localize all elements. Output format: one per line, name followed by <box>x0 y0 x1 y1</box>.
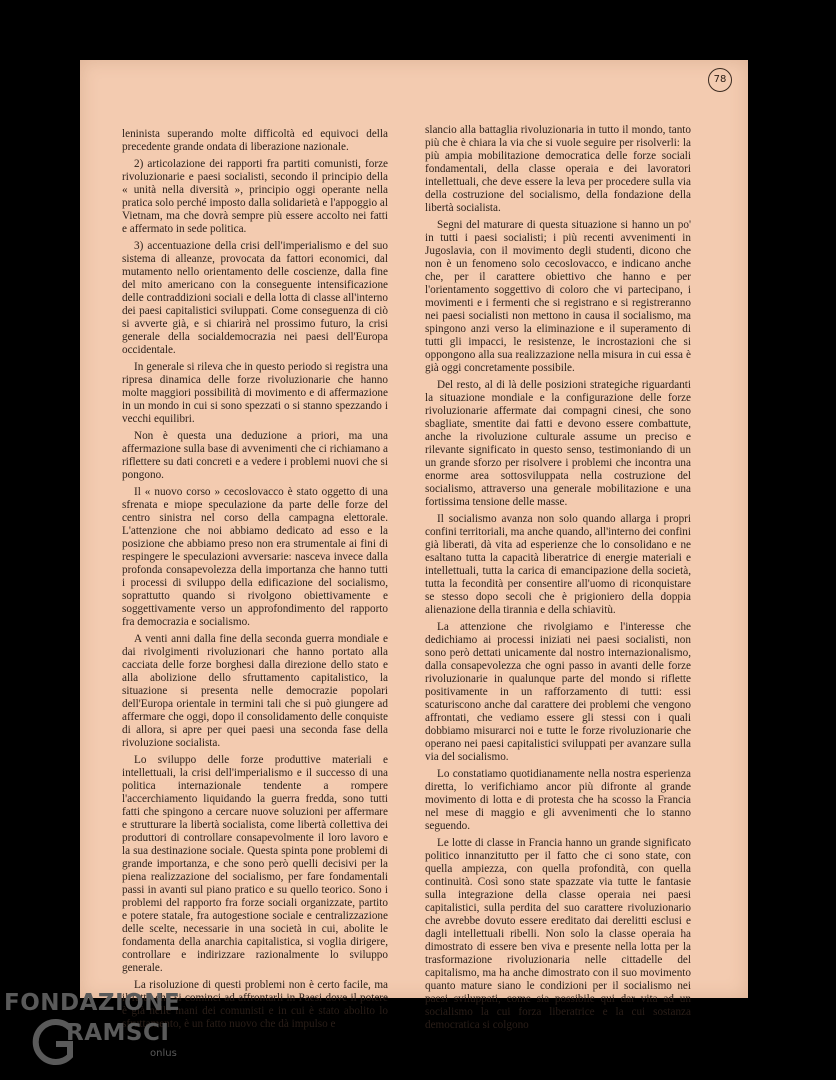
paragraph: A venti anni dalla fine della seconda guerra mondiale e dai rivolgimenti rivoluzionari che hanno portato alla cacciata delle forze borghesi dalla direzione dello stato e alla abolizione dello sfruttamento capitalistico, la situazione si presenta nelle democrazie popolari dell'Europa orientale in termini tali che si può giungere ad affermare che oggi, dopo il consolidamento delle conquiste di allora, si apre per quei paesi una seconda fase della rivoluzione socialista. <box>122 633 388 749</box>
paragraph: La risoluzione di questi problemi non è certo facile, ma il fatto che si cominci ad affrontarli in Paesi dove il potere è già nelle mani dei comunisti e in cui è stato abolito lo sfruttamento, è un fatto nuovo che dà impulso e <box>122 979 388 1030</box>
paragraph: 2) articolazione dei rapporti fra partiti comunisti, forze rivoluzionarie e paesi socialisti, secondo il principio della « unità nella diversità », principio oggi operante nella pratica solo perché imposto dalla solidarietà e l'appoggio al Vietnam, ma che dovrà sempre più essere accolto nei fatti e affermato in sede politica. <box>122 158 388 235</box>
paragraph: Segni del maturare di questa situazione si hanno un po' in tutti i paesi socialisti; i più recenti avvenimenti in Jugoslavia, con il movimento degli studenti, dicono che non è un fenomeno solo cecoslovacco, e indicano anche che, per il carattere obiettivo che hanno e per l'orientamento soggettivo di coloro che vi partecipano, i movimenti e i fermenti che si registrano e si registreranno nei paesi socialisti non mettono in causa il socialismo, ma spingono anzi verso la eliminazione e il superamento di tutti gli impacci, le resistenze, le incrostazioni che si oppongono alla sua realizzazione nella misura in cui essa è già oggi concretamente possibile. <box>425 219 691 374</box>
paragraph: Lo sviluppo delle forze produttive materiali e intellettuali, la crisi dell'imperialismo e il successo di una politica internazionale tendente a rompere l'accerchiamento liquidando la guerra fredda, sono tutti fatti che spingono a cercare nuove soluzioni per affermare e strutturare la libertà socialista, come libertà collettiva dei produttori di controllare consapevolmente il loro lavoro e la sua destinazione sociale. Questa spinta pone problemi di grande importanza, e che sono però quelli decisivi per la piena realizzazione del socialismo, per fare fondamentali passi in avanti sul piano pratico e su quello teorico. Sono i problemi del rapporto fra forze sociali organizzate, partito e potere statale, fra autogestione sociale e centralizzazione delle scelte, necessarie in una società in cui, abolite le fondamenta della anarchia capitalistica, si voglia dirigere, controllare e indirizzare razionalmente lo sviluppo generale. <box>122 754 388 974</box>
fondazione-gramsci-logo <box>4 990 224 1074</box>
left-column <box>122 128 388 1035</box>
paragraph: La attenzione che rivolgiamo e l'interesse che dedichiamo ai processi iniziati nei paesi socialisti, non sono però dettati unicamente dal nostro internazionalismo, dalla consapevolezza che ogni passo in avanti delle forze rivoluzionarie in qualunque parte del mondo si riflette positivamente in un rafforzamento di tutti: essi scaturiscono anche dal carattere dei problemi che vengono affrontati, che vediamo essere gli stessi con i quali dobbiamo misurarci noi e tutte le forze rivoluzionarie che operano nei paesi capitalistici sviluppati per avanzare sulla via del socialismo. <box>425 621 691 763</box>
logo-line-1: FONDAZIONE <box>4 990 181 1016</box>
paragraph: Le lotte di classe in Francia hanno un grande significato politico innanzitutto per il fatto che ci sono state, con quella ampiezza, con quella profondità, con quella continuità. Così sono state spazzate via tutte le fantasie sulla integrazione della classe operaia nei paesi capitalistici, sulla perdita del suo carattere rivoluzionario che avrebbe dovuto essere ereditato dai derelitti esclusi e dagli intellettuali ribelli. Non solo la classe operaia ha dimostrato di essere ben viva e presente nella lotta per la trasformazione rivoluzionaria nelle cittadelle del capitalismo, ma ha anche dimostrato con il suo movimento quanto mature siano le condizioni per il socialismo nei paesi sviluppati, come sia possibile qui dar vita ad un socialismo la cui forza liberatrice e la cui sostanza democratica si colgono <box>425 837 691 1031</box>
paragraph: Del resto, al di là delle posizioni strategiche riguardanti la situazione mondiale e la configurazione delle forze rivoluzionarie affermate dai compagni cinesi, che sono sbagliate, smentite dai fatti e devono essere combattute, anche la rivoluzione culturale assume un preciso e rilevante significato in questo senso, testimoniando di un un grande sforzo per risolvere i problemi che incontra una enorme area sottosviluppata nella costruzione del socialismo, attraverso una generale mobilitazione e una fortissima tensione delle masse. <box>425 379 691 508</box>
paragraph: In generale si rileva che in questo periodo si registra una ripresa dinamica delle forze rivoluzionarie che hanno molte maggiori possibilità di movimento e di affermazione in un mondo in cui si sono spezzati o si stanno spezzando i vecchi equilibri. <box>122 361 388 425</box>
paragraph: 3) accentuazione della crisi dell'imperialismo e del suo sistema di alleanze, provocata da fattori economici, dal mutamento nello orientamento delle coscienze, dalla fine del mito americano con la conseguente intensificazione delle contraddizioni sociali e della lotta di classe all'interno dei paesi capitalistici sviluppati. Come conseguenza di ciò si avverte già, e si chiarirà nel prossimo futuro, la crisi generale della socialdemocrazia nei paesi dell'Europa occidentale. <box>122 240 388 356</box>
document-page <box>80 60 748 1031</box>
paragraph: Il socialismo avanza non solo quando allarga i propri confini territoriali, ma anche quando, all'interno dei confini già liberati, dà vita ad esperienze che lo consolidano e ne esaltano tutta la capacità liberatrice di energie materiali e intellettuali, tutta la carica di emancipazione della società, tutta la fecondità per consentire all'uomo di riconquistare se stesso dopo secoli che è prigioniero della doppia alienazione della tirannia e della schiavitù. <box>425 513 691 616</box>
paragraph: leninista superando molte difficoltà ed equivoci della precedente grande ondata di liberazione nazionale. <box>122 128 388 153</box>
logo-line-3: onlus <box>150 1048 177 1059</box>
page-number: 78 <box>708 68 732 92</box>
paragraph: Non è questa una deduzione a priori, ma una affermazione sulla base di avvenimenti che ci richiamano a riflettere su dati concreti e a vedere i problemi nuovi che si pongono. <box>122 430 388 481</box>
right-column <box>425 124 691 1036</box>
paragraph: Il « nuovo corso » cecoslovacco è stato oggetto di una sfrenata e miope speculazione da parte delle forze del centro sinistra nel corso della campagna elettorale. L'attenzione che noi abbiamo dedicato ad esso e la posizione che abbiamo preso non era strumentale ai fini di respingere le speculazioni avversarie: nasceva invece dalla profonda consapevolezza della importanza che hanno tutti i processi di sviluppo della edificazione del socialismo, soprattutto quando si rivolgono obiettivamente e soggettivamente verso un approfondimento del rapporto fra democrazia e socialismo. <box>122 486 388 628</box>
paragraph: Lo constatiamo quotidianamente nella nostra esperienza diretta, lo verifichiamo ancor più difronte al grande movimento di lotta e di protesta che ha scosso la Francia nel mese di maggio e gli avvenimenti che lo stanno seguendo. <box>425 768 691 832</box>
logo-line-2: RAMSCI <box>66 1020 170 1046</box>
paragraph: slancio alla battaglia rivoluzionaria in tutto il mondo, tanto più che è chiara la via che si vuole seguire per risolverli: la più ampia mobilitazione democratica delle forze sociali fondamentali, della classe operaia e dei lavoratori intellettuali, che deve essere la leva per procedere sulla via della costruzione del socialismo, della fondazione della libertà socialista. <box>425 124 691 214</box>
